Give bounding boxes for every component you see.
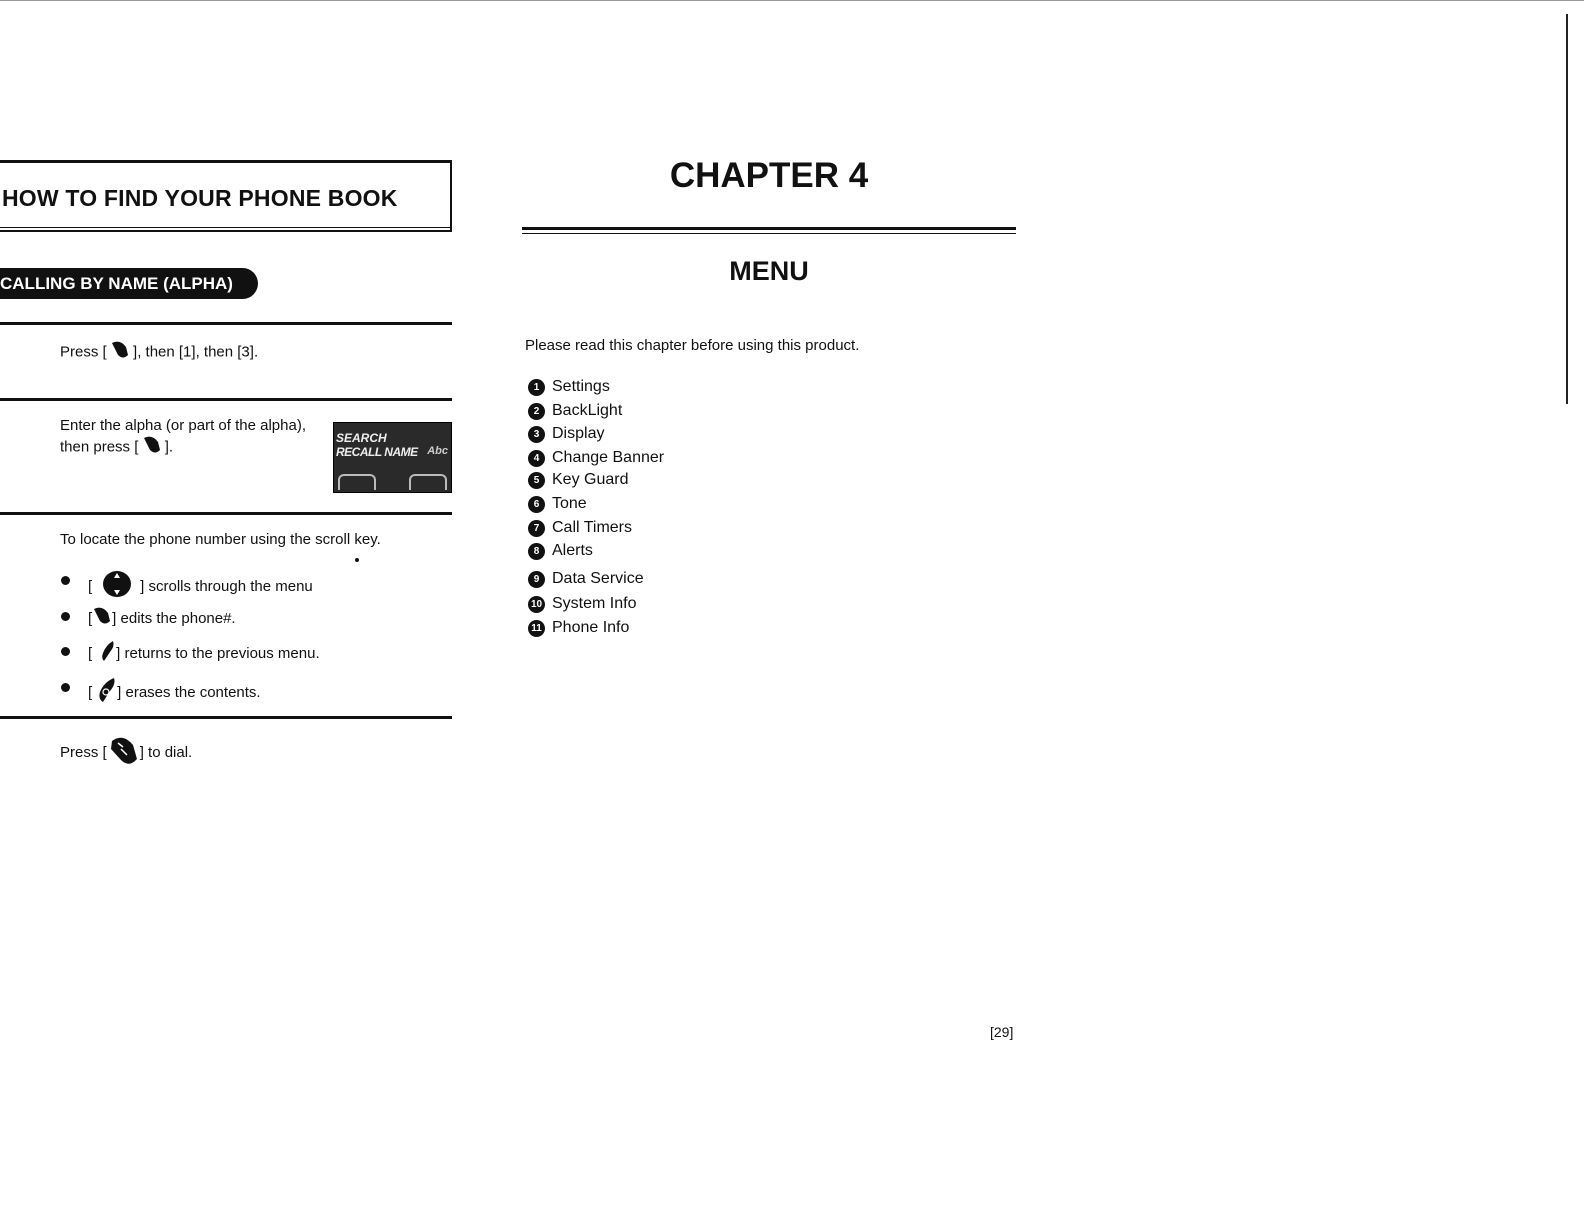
page-number: [29] <box>990 1024 1014 1040</box>
chapter-heading: CHAPTER 4 <box>669 156 869 195</box>
clear-key-icon <box>101 640 115 667</box>
menu-key-icon <box>93 606 111 631</box>
section-title: HOW TO FIND YOUR PHONE BOOK <box>2 185 398 211</box>
menu-key-icon <box>143 435 161 460</box>
menu-list-item: 11 Phone Info <box>528 619 629 637</box>
number-badge: 1 <box>528 379 545 396</box>
step-divider <box>0 716 452 719</box>
softkey-left <box>338 474 376 490</box>
softkey-right <box>409 474 447 490</box>
menu-list-item: 5 Key Guard <box>528 471 628 489</box>
chapter-rule <box>522 227 1016 230</box>
bullet-dot <box>61 683 70 692</box>
number-badge: 3 <box>528 426 545 443</box>
bullet-dot <box>61 576 70 585</box>
menu-list-item: 3 Display <box>528 425 604 443</box>
dot-mark <box>355 558 359 562</box>
menu-list-item: 8 Alerts <box>528 542 593 560</box>
menu-list-item: 4 Change Banner <box>528 449 664 467</box>
bullet-item: [ ] erases the contents. <box>88 677 261 708</box>
step-divider <box>0 512 452 515</box>
number-badge: 5 <box>528 472 545 489</box>
menu-list-item: 7 Call Timers <box>528 519 632 537</box>
number-badge: 10 <box>528 596 545 613</box>
number-badge: 8 <box>528 543 545 560</box>
page-right-edge <box>1566 14 1568 404</box>
step-divider <box>0 398 452 401</box>
menu-list-item: 10 System Info <box>528 595 636 613</box>
screen-line-2: RECALL NAME <box>336 445 418 459</box>
step-divider <box>0 322 452 325</box>
clr-key-icon <box>98 677 116 708</box>
chapter-rule-thin <box>522 233 1016 234</box>
step-3-intro: To locate the phone number using the scroll key. <box>60 531 381 548</box>
title-double-rule <box>0 227 450 228</box>
subsection-title: CALLING BY NAME (ALPHA) <box>0 273 233 293</box>
page-top-edge <box>0 0 1584 1</box>
chapter-intro: Please read this chapter before using this product. <box>525 337 860 354</box>
bullet-dot <box>61 647 70 656</box>
menu-list-item: 9 Data Service <box>528 570 644 588</box>
scroll-key-icon <box>102 570 132 603</box>
section-title-box <box>0 160 452 232</box>
number-badge: 6 <box>528 496 545 513</box>
step-2: Enter the alpha (or part of the alpha), then press [ ]. <box>60 416 306 460</box>
number-badge: 11 <box>528 620 545 637</box>
screen-line-1: SEARCH <box>336 431 387 445</box>
number-badge: 2 <box>528 403 545 420</box>
menu-list-item: 6 Tone <box>528 495 587 513</box>
subsection-banner <box>0 268 258 299</box>
bullet-item: [ ] scrolls through the menu <box>88 570 313 603</box>
menu-list-item: 2 BackLight <box>528 402 622 420</box>
step-4: Press [ ] to dial. <box>60 733 192 772</box>
bullet-dot <box>61 612 70 621</box>
bullet-item: [ ] edits the phone#. <box>88 606 236 631</box>
menu-list-item: 1 Settings <box>528 378 610 396</box>
number-badge: 4 <box>528 450 545 467</box>
number-badge: 9 <box>528 571 545 588</box>
number-badge: 7 <box>528 520 545 537</box>
bullet-item: [ ] returns to the previous menu. <box>88 640 320 667</box>
phone-screen-image <box>333 422 452 493</box>
menu-title: MENU <box>729 256 809 286</box>
step-1: Press [ ], then [1], then [3]. <box>60 340 258 365</box>
send-key-icon <box>109 733 139 772</box>
menu-key-icon <box>111 340 129 365</box>
screen-indicator: Abc <box>427 445 448 457</box>
